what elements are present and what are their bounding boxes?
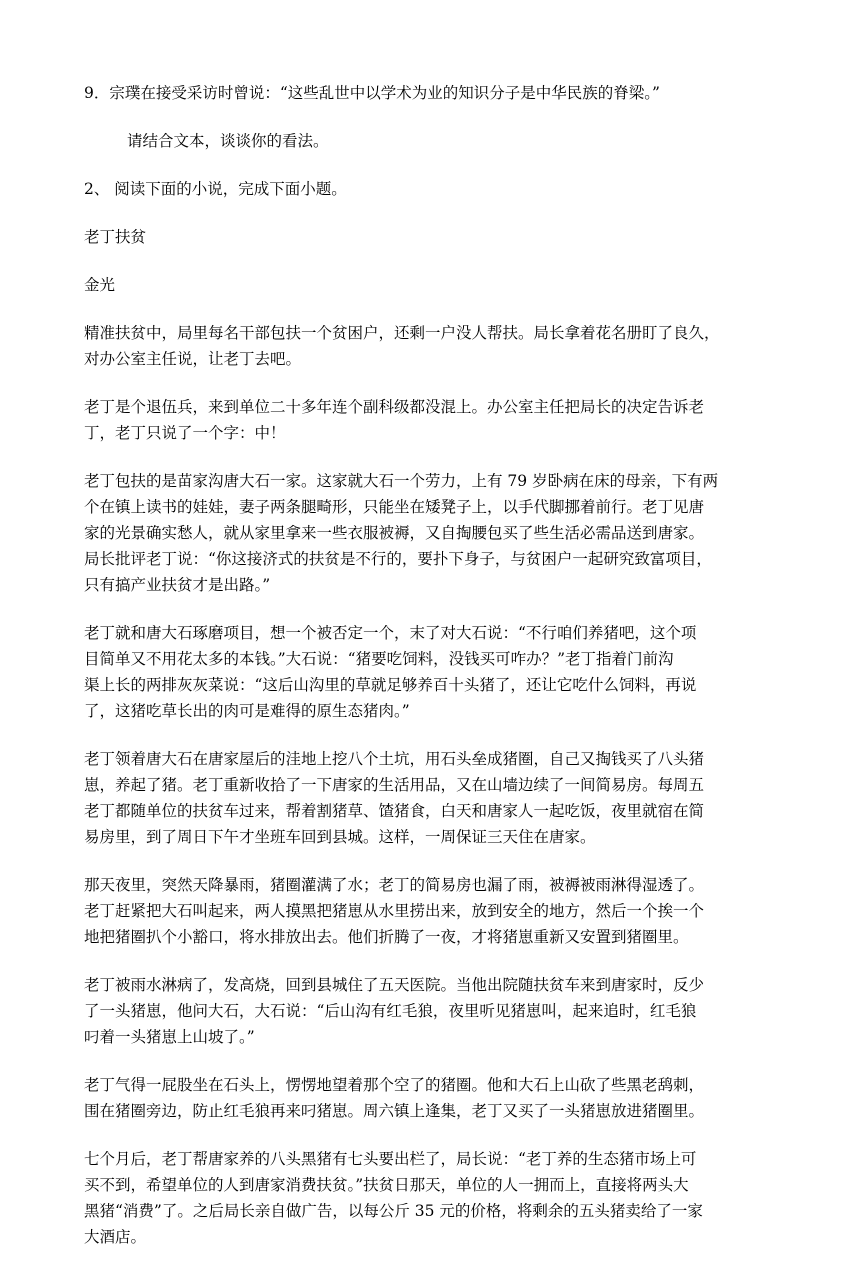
paragraph-line: 围在猪圈旁边，防止红毛狼再来叼猪崽。周六镇上逢集，老丁又买了一头猪崽放进猪圈里。	[84, 1102, 705, 1120]
paragraph-line: 精准扶贫中，局里每名干部包扶一个贫困户，还剩一户没人帮扶。局长拿着花名册盯了良久，	[84, 324, 720, 342]
paragraph-line: 叼着一头猪崽上山坡了。”	[84, 1028, 255, 1046]
story-paragraph	[84, 1072, 774, 1124]
paragraph-line: 丁，老丁只说了一个字：中！	[84, 424, 286, 442]
paragraph-line: 老丁是个退伍兵，来到单位二十多年连个副科级都没混上。办公室主任把局长的决定告诉老	[84, 398, 705, 416]
paragraph-line: 老丁就和唐大石琢磨项目，想一个被否定一个，末了对大石说：“不行咱们养猪吧，这个项	[84, 624, 697, 642]
paragraph-line: 老丁包扶的是苗家沟唐大石一家。这家就大石一个劳力，上有 79 岁卧病在床的母亲，下有两	[84, 472, 719, 490]
paragraph-line: 局长批评老丁说：“你这接济式的扶贫是不行的，要扑下身子，与贫困户一起研究致富项目，	[84, 550, 712, 568]
paragraph-line: 崽，养起了猪。老丁重新收拾了一下唐家的生活用品，又在山墙边续了一间简易房。每周五	[84, 776, 705, 794]
paragraph-line: 七个月后，老丁帮唐家养的八头黑猪有七头要出栏了，局长说：“老丁养的生态猪市场上可	[84, 1150, 697, 1168]
story-paragraph	[84, 620, 774, 724]
paragraph-line: 家的光景确实愁人，就从家里拿来一些衣服被褥，又自掏腰包买了些生活必需品送到唐家。	[84, 524, 705, 542]
paragraph-line: 地把猪圈扒个小豁口，将水排放出去。他们折腾了一夜，才将猪崽重新又安置到猪圈里。	[84, 928, 689, 946]
question-9-prompt: 请结合文本，谈谈你的看法。	[127, 132, 329, 150]
story-title: 老丁扶贫	[84, 228, 147, 246]
paragraph-line: 老丁领着唐大石在唐家屋后的洼地上挖八个土坑，用石头垒成猪圈，自己又掏钱买了八头猪	[84, 750, 705, 768]
story-author: 金光	[84, 276, 116, 294]
story-paragraph	[84, 972, 774, 1050]
story-paragraph	[84, 872, 774, 950]
paragraph-line: 了，这猪吃草长出的肉可是难得的原生态猪肉。”	[84, 702, 410, 720]
question-9: 9．宗璞在接受采访时曾说：“这些乱世中以学术为业的知识分子是中华民族的脊梁。”	[84, 84, 660, 102]
paragraph-line: 目简单又不用花太多的本钱。”大石说：“猪要吃饲料，没钱买可咋办？”老丁指着门前沟	[84, 650, 674, 668]
paragraph-line: 老丁气得一屁股坐在石头上，愣愣地望着那个空了的猪圈。他和大石上山砍了些黑老鸹刺，	[84, 1076, 705, 1094]
paragraph-line: 个在镇上读书的娃娃，妻子两条腿畸形，只能坐在矮凳子上，以手代脚挪着前行。老丁见唐	[84, 498, 705, 516]
section-2-heading: 2、 阅读下面的小说，完成下面小题。	[84, 180, 347, 198]
story-paragraph	[84, 394, 774, 446]
paragraph-line: 渠上长的两排灰灰菜说：“这后山沟里的草就足够养百十头猪了，还让它吃什么饲料，再说	[84, 676, 697, 694]
paragraph-line: 只有搞产业扶贫才是出路。”	[84, 576, 271, 594]
story-paragraph	[84, 746, 774, 850]
paragraph-line: 黑猪“消费”了。之后局长亲自做广告，以每公斤 35 元的价格，将剩余的五头猪卖给了一家	[84, 1202, 703, 1220]
paragraph-line: 老丁赶紧把大石叫起来，两人摸黑把猪崽从水里捞出来，放到安全的地方，然后一个挨一个	[84, 902, 705, 920]
paragraph-line: 大酒店。	[84, 1228, 147, 1246]
document-page	[84, 80, 774, 1272]
story-paragraph	[84, 468, 774, 598]
paragraph-line: 老丁都随单位的扶贫车过来，帮着割猪草、馇猪食，白天和唐家人一起吃饭，夜里就宿在简	[84, 802, 705, 820]
paragraph-line: 买不到，希望单位的人到唐家消费扶贫。”扶贫日那天，单位的人一拥而上，直接将两头大	[84, 1176, 689, 1194]
paragraph-line: 老丁被雨水淋病了，发高烧，回到县城住了五天医院。当他出院随扶贫车来到唐家时，反少	[84, 976, 705, 994]
story-paragraph	[84, 1146, 774, 1250]
paragraph-line: 对办公室主任说，让老丁去吧。	[84, 350, 302, 368]
paragraph-line: 易房里，到了周日下午才坐班车回到县城。这样，一周保证三天住在唐家。	[84, 828, 596, 846]
story-body	[84, 320, 774, 1250]
story-paragraph	[84, 320, 774, 372]
paragraph-line: 了一头猪崽，他问大石，大石说：“后山沟有红毛狼，夜里听见猪崽叫，起来追时，红毛狼	[84, 1002, 697, 1020]
paragraph-line: 那天夜里，突然天降暴雨，猪圈灌满了水；老丁的简易房也漏了雨，被褥被雨淋得湿透了。	[84, 876, 705, 894]
